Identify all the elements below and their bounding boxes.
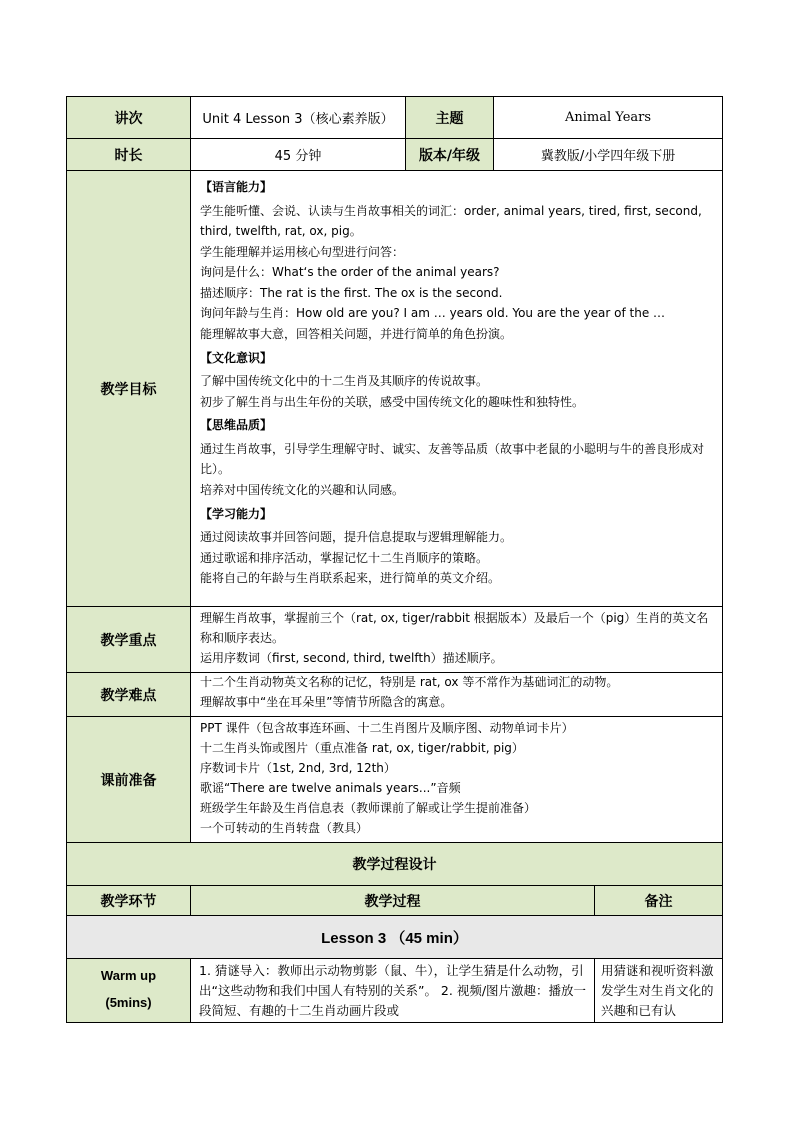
preparation-line: 一个可转动的生肖转盘（教具） bbox=[200, 821, 369, 835]
key-points-content bbox=[191, 607, 723, 673]
preparation-content bbox=[191, 717, 723, 843]
difficulties-label: 教学难点 bbox=[67, 673, 191, 717]
preparation-label: 课前准备 bbox=[67, 717, 191, 843]
goals-line: 通过歌谣和排序活动，掌握记忆十二生肖顺序的策略。 bbox=[200, 550, 489, 565]
preparation-line: 序数词卡片（1st, 2nd, 3rd, 12th） bbox=[200, 761, 396, 775]
col-process-header: 教学过程 bbox=[191, 886, 595, 916]
difficulties-content bbox=[191, 673, 723, 717]
lesson-title: Lesson 3 （45 min） bbox=[67, 916, 723, 959]
lesson-plan-table bbox=[66, 96, 723, 1023]
goals-line: 学生能听懂、会说、认读与生肖故事相关的词汇：order, animal years, tired, first, second, third, twelfth, rat, ox, pig。 bbox=[200, 203, 702, 239]
duration-row bbox=[67, 139, 723, 171]
goals-section-title: 【学习能力】 bbox=[200, 506, 273, 521]
goals-line: 通过生肖故事，引导学生理解守时、诚实、友善等品质（故事中老鼠的小聪明与牛的善良形成对比）。 bbox=[200, 441, 705, 477]
edition-label: 版本/年级 bbox=[406, 139, 494, 171]
warmup-steps-cell bbox=[191, 959, 595, 1023]
goals-content bbox=[191, 171, 723, 607]
theme-label: 主题 bbox=[406, 97, 494, 139]
key-points-line: 理解生肖故事，掌握前三个（rat, ox, tiger/rabbit 根据版本）及最后一个（pig）生肖的英文名称和顺序表达。 bbox=[200, 611, 709, 645]
goals-label: 教学目标 bbox=[67, 171, 191, 607]
goals-line: 了解中国传统文化中的十二生肖及其顺序的传说故事。 bbox=[200, 374, 489, 389]
difficulties-line: 十二个生肖动物英文名称的记忆，特别是 rat, ox 等不常作为基础词汇的动物。 bbox=[200, 675, 619, 689]
goals-section-title: 【语言能力】 bbox=[200, 180, 273, 194]
edition-value: 冀教版/小学四年级下册 bbox=[494, 139, 723, 171]
warmup-time: (5mins) bbox=[105, 995, 152, 1010]
goals-line: 能将自己的年龄与生肖联系起来，进行简单的英文介绍。 bbox=[200, 571, 501, 586]
preparation-line: 歌谣“There are twelve animals years...”音频 bbox=[200, 781, 461, 795]
duration-label: 时长 bbox=[67, 139, 191, 171]
goals-line: 询问年龄与生肖：How old are you? I am … years old. You are the year of the … bbox=[200, 306, 666, 321]
goals-row bbox=[67, 171, 723, 607]
col-stage-header: 教学环节 bbox=[67, 886, 191, 916]
warmup-row bbox=[67, 959, 723, 1023]
theme-value: Animal Years bbox=[494, 97, 723, 139]
warmup-steps: 1. 猜谜导入：教师出示动物剪影（鼠、牛），让学生猜是什么动物，引出“这些动物和我们中国人有特别的关系”。 2. 视频/图片激趣：播放一段简短、有趣的十二生肖动画片段或 bbox=[199, 963, 587, 1018]
goals-line: 询问是什么：What‘s the order of the animal years? bbox=[200, 265, 500, 280]
warmup-notes-cell bbox=[595, 959, 723, 1023]
duration-value: 45 分钟 bbox=[191, 139, 406, 171]
goals-line: 学生能理解并运用核心句型进行问答： bbox=[200, 244, 405, 259]
preparation-line: 班级学生年龄及生肖信息表（教师课前了解或让学生提前准备） bbox=[200, 801, 537, 815]
difficulties-line: 理解故事中“坐在耳朵里”等情节所隐含的寓意。 bbox=[200, 694, 453, 709]
lecture-label: 讲次 bbox=[67, 97, 191, 139]
process-title-row bbox=[67, 843, 723, 886]
difficulties-row bbox=[67, 673, 723, 717]
goals-line: 描述顺序：The rat is the first. The ox is the second. bbox=[200, 285, 503, 300]
lesson-title-row bbox=[67, 916, 723, 959]
key-points-line: 运用序数词（first, second, third, twelfth）描述顺序。 bbox=[200, 651, 503, 665]
warmup-notes: 用猜谜和视听资料激发学生对生肖文化的兴趣和已有认 bbox=[601, 963, 714, 1018]
col-notes-header: 备注 bbox=[595, 886, 723, 916]
preparation-row bbox=[67, 717, 723, 843]
goals-section-title: 【文化意识】 bbox=[200, 350, 273, 365]
lecture-value: Unit 4 Lesson 3（核心素养版） bbox=[191, 97, 406, 139]
preparation-line: 十二生肖头饰或图片（重点准备 rat, ox, tiger/rabbit, pig） bbox=[200, 741, 524, 755]
warmup-stage bbox=[67, 959, 191, 1023]
key-points-label: 教学重点 bbox=[67, 607, 191, 673]
key-points-row bbox=[67, 607, 723, 673]
goals-line: 培养对中国传统文化的兴趣和认同感。 bbox=[200, 483, 405, 498]
warmup-label: Warm up bbox=[100, 968, 157, 983]
lecture-row bbox=[67, 97, 723, 139]
process-header-row bbox=[67, 886, 723, 916]
preparation-line: PPT 课件（包含故事连环画、十二生肖图片及顺序图、动物单词卡片） bbox=[200, 721, 574, 735]
goals-section-title: 【思维品质】 bbox=[200, 418, 273, 433]
goals-line: 初步了解生肖与出生年份的关联，感受中国传统文化的趣味性和独特性。 bbox=[200, 394, 585, 409]
goals-line: 能理解故事大意，回答相关问题，并进行简单的角色扮演。 bbox=[200, 327, 513, 342]
goals-line: 通过阅读故事并回答问题，提升信息提取与逻辑理解能力。 bbox=[200, 530, 513, 545]
process-title: 教学过程设计 bbox=[67, 843, 723, 886]
